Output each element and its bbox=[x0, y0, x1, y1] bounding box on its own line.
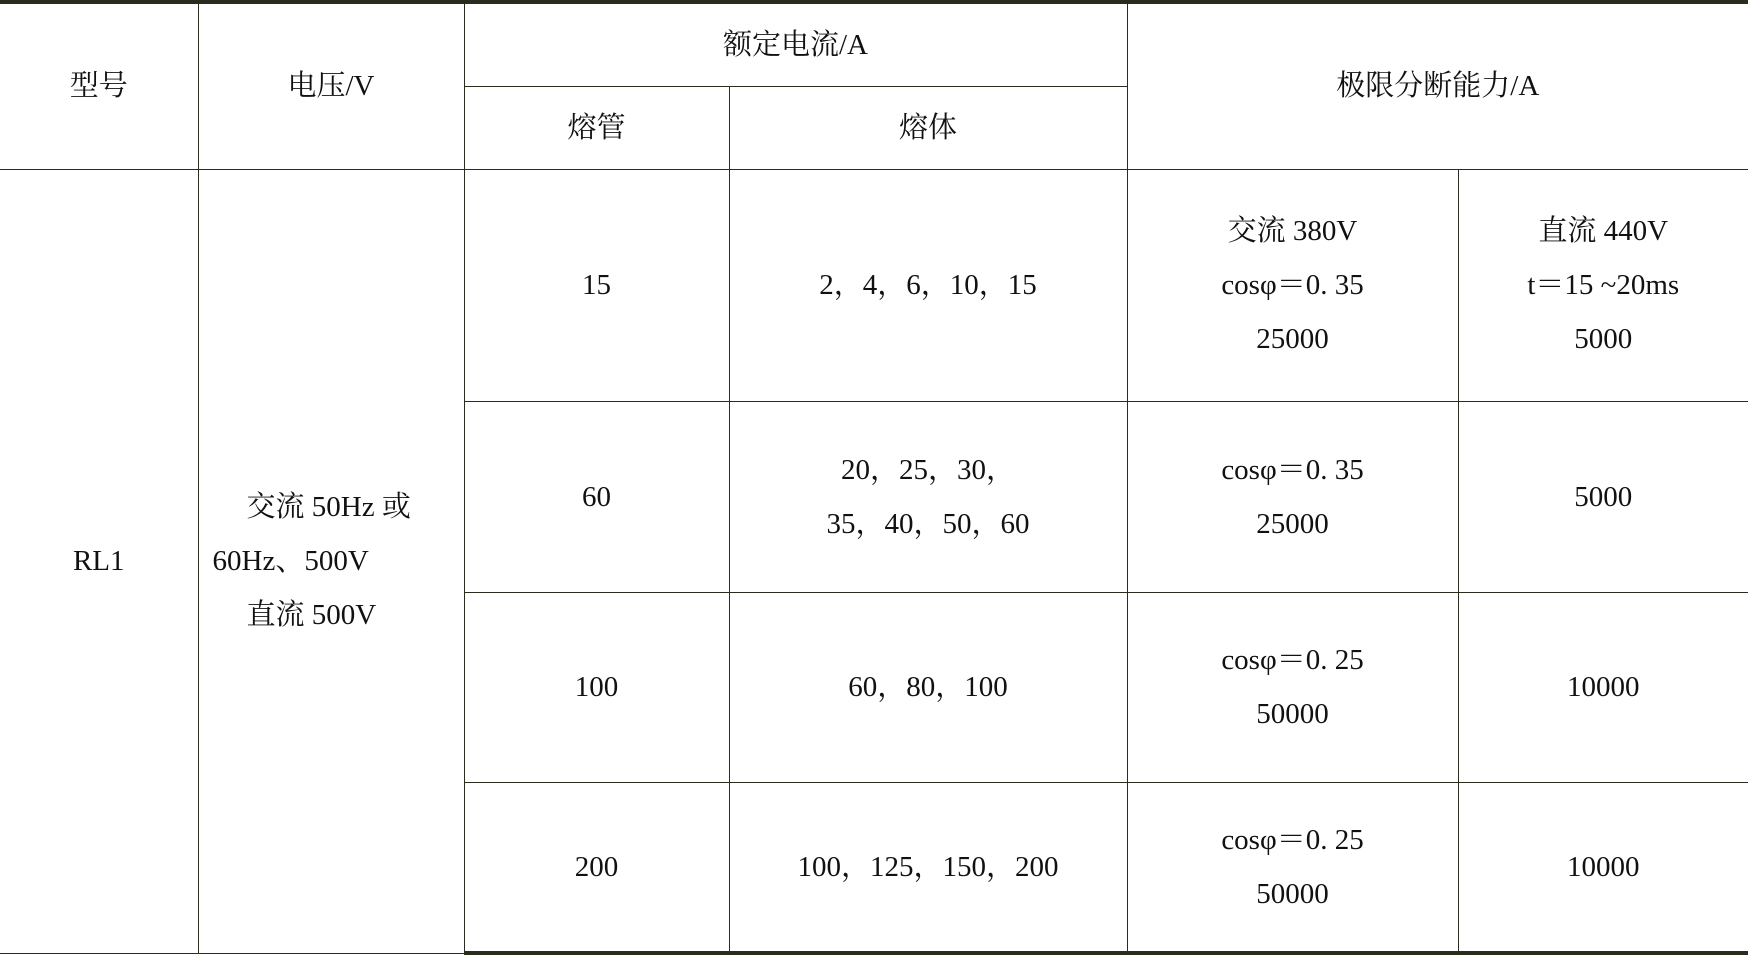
element-cell bbox=[729, 401, 1127, 592]
voltage-cell bbox=[198, 169, 464, 953]
dc-cell: 10000 bbox=[1458, 782, 1748, 953]
element-cell bbox=[729, 169, 1127, 401]
element-cell: 60，80，100 bbox=[729, 592, 1127, 782]
header-voltage: 电压/V bbox=[198, 2, 464, 169]
header-fuse-element: 熔体 bbox=[729, 86, 1127, 169]
dc-cell: 5000 bbox=[1458, 401, 1748, 592]
ac-line: cosφ＝0. 25 bbox=[1221, 823, 1364, 856]
dc-line: 5000 bbox=[1574, 323, 1633, 355]
header-breaking-capacity: 极限分断能力/A bbox=[1127, 2, 1748, 169]
dc-cell: 10000 bbox=[1458, 592, 1748, 782]
tube-cell: 200 bbox=[464, 782, 729, 953]
ac-cell bbox=[1127, 782, 1458, 953]
ac-line: 25000 bbox=[1256, 507, 1329, 540]
header-rated-current: 额定电流/A bbox=[464, 2, 1127, 86]
ac-line: 50000 bbox=[1256, 877, 1329, 910]
tube-cell: 100 bbox=[464, 592, 729, 782]
header-fuse-tube: 熔管 bbox=[464, 86, 729, 169]
dc-cell bbox=[1458, 169, 1748, 401]
ac-line: 50000 bbox=[1256, 698, 1329, 730]
model-cell: RL1 bbox=[0, 169, 198, 953]
dc-line: 直流 440V bbox=[1538, 215, 1669, 247]
header-model: 型号 bbox=[0, 2, 198, 169]
ac-line: 25000 bbox=[1256, 323, 1329, 355]
ac-cell bbox=[1127, 592, 1458, 782]
ac-line: 交流 380V bbox=[1227, 215, 1358, 247]
ac-line: cosφ＝0. 25 bbox=[1221, 644, 1364, 676]
dc-line: t＝15 ~20ms bbox=[1527, 269, 1680, 301]
ac-line: cosφ＝0. 35 bbox=[1221, 453, 1364, 486]
ac-cell bbox=[1127, 401, 1458, 592]
element-line: 20，25，30， bbox=[841, 453, 1016, 486]
tube-cell: 60 bbox=[464, 401, 729, 592]
element-line: 35，40，50，60 bbox=[826, 507, 1030, 540]
voltage-line: 直流 500V bbox=[246, 599, 377, 631]
tube-cell: 15 bbox=[464, 169, 729, 401]
voltage-line: 60Hz、500V bbox=[212, 545, 369, 577]
ac-cell bbox=[1127, 169, 1458, 401]
voltage-line: 交流 50Hz 或 bbox=[246, 491, 411, 523]
ac-line: cosφ＝0. 35 bbox=[1221, 269, 1364, 301]
element-line: 2，4，6，10，15 bbox=[819, 269, 1037, 301]
table-row bbox=[0, 169, 1748, 401]
element-cell: 100，125，150，200 bbox=[729, 782, 1127, 953]
